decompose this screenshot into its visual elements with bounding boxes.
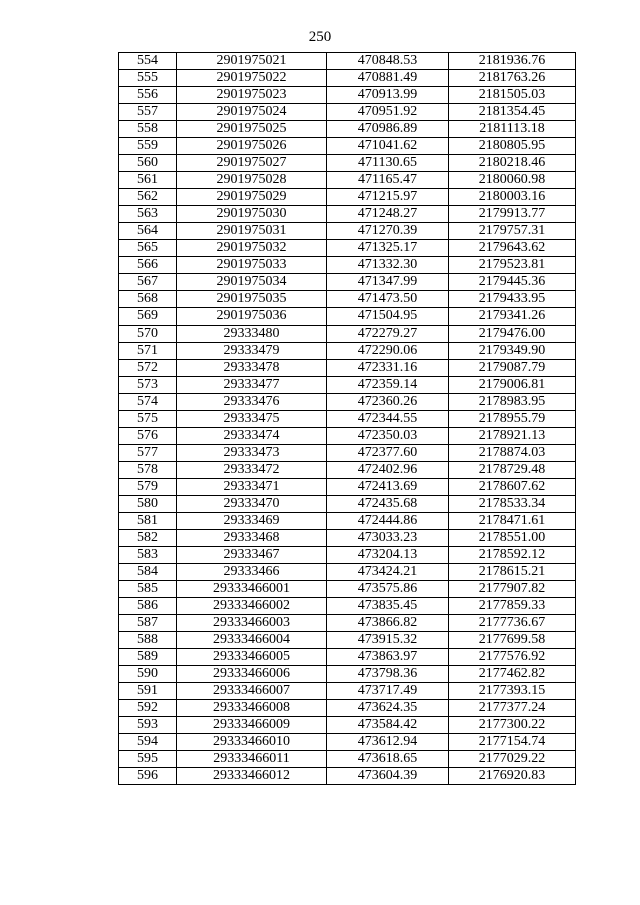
point-id-cell: 29333469 — [177, 512, 327, 529]
table-row — [119, 325, 576, 342]
point-number-cell: 586 — [119, 598, 177, 615]
point-id-cell: 29333477 — [177, 376, 327, 393]
point-id-cell: 29333466011 — [177, 751, 327, 768]
y-coordinate-cell: 2179087.79 — [449, 359, 576, 376]
x-coordinate-cell: 470913.99 — [327, 87, 449, 104]
y-coordinate-cell: 2177154.74 — [449, 734, 576, 751]
point-id-cell: 29333466004 — [177, 632, 327, 649]
point-number-cell: 566 — [119, 257, 177, 274]
y-coordinate-cell: 2178533.34 — [449, 495, 576, 512]
x-coordinate-cell: 473866.82 — [327, 615, 449, 632]
point-number-cell: 579 — [119, 478, 177, 495]
point-number-cell: 592 — [119, 700, 177, 717]
x-coordinate-cell: 473798.36 — [327, 666, 449, 683]
point-id-cell: 2901975030 — [177, 206, 327, 223]
y-coordinate-cell: 2177736.67 — [449, 615, 576, 632]
x-coordinate-cell: 472413.69 — [327, 478, 449, 495]
table-row — [119, 632, 576, 649]
point-number-cell: 580 — [119, 495, 177, 512]
x-coordinate-cell: 471041.62 — [327, 138, 449, 155]
point-number-cell: 557 — [119, 104, 177, 121]
y-coordinate-cell: 2178471.61 — [449, 512, 576, 529]
x-coordinate-cell: 472377.60 — [327, 444, 449, 461]
point-number-cell: 562 — [119, 189, 177, 206]
point-id-cell: 2901975023 — [177, 87, 327, 104]
y-coordinate-cell: 2177907.82 — [449, 580, 576, 597]
table-row — [119, 649, 576, 666]
point-number-cell: 563 — [119, 206, 177, 223]
y-coordinate-cell: 2177029.22 — [449, 751, 576, 768]
table-row — [119, 615, 576, 632]
point-number-cell: 564 — [119, 223, 177, 240]
point-id-cell: 2901975025 — [177, 121, 327, 138]
point-id-cell: 29333474 — [177, 427, 327, 444]
y-coordinate-cell: 2177462.82 — [449, 666, 576, 683]
y-coordinate-cell: 2181354.45 — [449, 104, 576, 121]
point-number-cell: 570 — [119, 325, 177, 342]
x-coordinate-cell: 473612.94 — [327, 734, 449, 751]
point-number-cell: 590 — [119, 666, 177, 683]
point-number-cell: 593 — [119, 717, 177, 734]
point-id-cell: 29333466012 — [177, 768, 327, 785]
point-number-cell: 556 — [119, 87, 177, 104]
y-coordinate-cell: 2179523.81 — [449, 257, 576, 274]
point-id-cell: 2901975021 — [177, 53, 327, 70]
point-number-cell: 594 — [119, 734, 177, 751]
point-number-cell: 560 — [119, 155, 177, 172]
table-row — [119, 87, 576, 104]
x-coordinate-cell: 470951.92 — [327, 104, 449, 121]
y-coordinate-cell: 2179476.00 — [449, 325, 576, 342]
point-number-cell: 591 — [119, 683, 177, 700]
table-row — [119, 172, 576, 189]
point-number-cell: 559 — [119, 138, 177, 155]
table-row — [119, 53, 576, 70]
point-number-cell: 575 — [119, 410, 177, 427]
x-coordinate-cell: 471130.65 — [327, 155, 449, 172]
y-coordinate-cell: 2181113.18 — [449, 121, 576, 138]
table-row — [119, 580, 576, 597]
point-id-cell: 29333475 — [177, 410, 327, 427]
x-coordinate-cell: 473915.32 — [327, 632, 449, 649]
point-id-cell: 29333466003 — [177, 615, 327, 632]
y-coordinate-cell: 2177393.15 — [449, 683, 576, 700]
table-row — [119, 478, 576, 495]
point-id-cell: 29333466001 — [177, 580, 327, 597]
x-coordinate-cell: 471248.27 — [327, 206, 449, 223]
table-row — [119, 376, 576, 393]
table-row — [119, 444, 576, 461]
x-coordinate-cell: 472331.16 — [327, 359, 449, 376]
point-id-cell: 2901975022 — [177, 70, 327, 87]
point-id-cell: 2901975032 — [177, 240, 327, 257]
point-number-cell: 578 — [119, 461, 177, 478]
y-coordinate-cell: 2180218.46 — [449, 155, 576, 172]
point-number-cell: 587 — [119, 615, 177, 632]
table-row — [119, 274, 576, 291]
table-row — [119, 393, 576, 410]
point-id-cell: 29333466006 — [177, 666, 327, 683]
table-row — [119, 751, 576, 768]
point-id-cell: 29333466007 — [177, 683, 327, 700]
point-number-cell: 565 — [119, 240, 177, 257]
y-coordinate-cell: 2178921.13 — [449, 427, 576, 444]
y-coordinate-cell: 2181505.03 — [449, 87, 576, 104]
point-number-cell: 568 — [119, 291, 177, 308]
table-row — [119, 683, 576, 700]
x-coordinate-cell: 473618.65 — [327, 751, 449, 768]
y-coordinate-cell: 2179643.62 — [449, 240, 576, 257]
y-coordinate-cell: 2179433.95 — [449, 291, 576, 308]
point-number-cell: 584 — [119, 563, 177, 580]
x-coordinate-cell: 473424.21 — [327, 563, 449, 580]
y-coordinate-cell: 2178615.21 — [449, 563, 576, 580]
x-coordinate-cell: 473624.35 — [327, 700, 449, 717]
table-row — [119, 768, 576, 785]
table-row — [119, 189, 576, 206]
table-row — [119, 410, 576, 427]
table-row — [119, 104, 576, 121]
x-coordinate-cell: 472444.86 — [327, 512, 449, 529]
y-coordinate-cell: 2181936.76 — [449, 53, 576, 70]
point-number-cell: 576 — [119, 427, 177, 444]
x-coordinate-cell: 471215.97 — [327, 189, 449, 206]
table-row — [119, 598, 576, 615]
point-id-cell: 2901975028 — [177, 172, 327, 189]
table-row — [119, 121, 576, 138]
point-id-cell: 2901975035 — [177, 291, 327, 308]
x-coordinate-cell: 473584.42 — [327, 717, 449, 734]
point-number-cell: 567 — [119, 274, 177, 291]
y-coordinate-cell: 2180060.98 — [449, 172, 576, 189]
page-number: 250 — [308, 29, 332, 45]
point-id-cell: 29333466005 — [177, 649, 327, 666]
point-number-cell: 595 — [119, 751, 177, 768]
point-id-cell: 2901975026 — [177, 138, 327, 155]
table-row — [119, 291, 576, 308]
coordinates-table-body — [119, 53, 576, 785]
table-row — [119, 138, 576, 155]
y-coordinate-cell: 2179757.31 — [449, 223, 576, 240]
x-coordinate-cell: 471332.30 — [327, 257, 449, 274]
point-id-cell: 2901975029 — [177, 189, 327, 206]
point-id-cell: 2901975024 — [177, 104, 327, 121]
point-id-cell: 2901975033 — [177, 257, 327, 274]
y-coordinate-cell: 2180805.95 — [449, 138, 576, 155]
y-coordinate-cell: 2178551.00 — [449, 529, 576, 546]
y-coordinate-cell: 2177377.24 — [449, 700, 576, 717]
table-row — [119, 240, 576, 257]
y-coordinate-cell: 2180003.16 — [449, 189, 576, 206]
point-id-cell: 2901975031 — [177, 223, 327, 240]
point-number-cell: 596 — [119, 768, 177, 785]
point-number-cell: 558 — [119, 121, 177, 138]
point-id-cell: 2901975027 — [177, 155, 327, 172]
x-coordinate-cell: 471504.95 — [327, 308, 449, 325]
y-coordinate-cell: 2177699.58 — [449, 632, 576, 649]
y-coordinate-cell: 2177576.92 — [449, 649, 576, 666]
x-coordinate-cell: 472360.26 — [327, 393, 449, 410]
point-id-cell: 29333473 — [177, 444, 327, 461]
y-coordinate-cell: 2179341.26 — [449, 308, 576, 325]
point-number-cell: 569 — [119, 308, 177, 325]
table-row — [119, 717, 576, 734]
point-number-cell: 554 — [119, 53, 177, 70]
y-coordinate-cell: 2179006.81 — [449, 376, 576, 393]
point-number-cell: 585 — [119, 580, 177, 597]
point-number-cell: 573 — [119, 376, 177, 393]
point-id-cell: 29333466 — [177, 563, 327, 580]
x-coordinate-cell: 472350.03 — [327, 427, 449, 444]
point-id-cell: 29333472 — [177, 461, 327, 478]
x-coordinate-cell: 470881.49 — [327, 70, 449, 87]
y-coordinate-cell: 2178983.95 — [449, 393, 576, 410]
x-coordinate-cell: 471270.39 — [327, 223, 449, 240]
point-id-cell: 29333470 — [177, 495, 327, 512]
table-row — [119, 308, 576, 325]
table-row — [119, 734, 576, 751]
y-coordinate-cell: 2178955.79 — [449, 410, 576, 427]
table-row — [119, 206, 576, 223]
x-coordinate-cell: 473604.39 — [327, 768, 449, 785]
y-coordinate-cell: 2181763.26 — [449, 70, 576, 87]
table-row — [119, 70, 576, 87]
point-id-cell: 29333480 — [177, 325, 327, 342]
table-row — [119, 461, 576, 478]
x-coordinate-cell: 473204.13 — [327, 546, 449, 563]
y-coordinate-cell: 2176920.83 — [449, 768, 576, 785]
point-id-cell: 29333466009 — [177, 717, 327, 734]
point-id-cell: 2901975036 — [177, 308, 327, 325]
point-id-cell: 29333466002 — [177, 598, 327, 615]
point-id-cell: 29333468 — [177, 529, 327, 546]
y-coordinate-cell: 2179445.36 — [449, 274, 576, 291]
point-id-cell: 2901975034 — [177, 274, 327, 291]
x-coordinate-cell: 470986.89 — [327, 121, 449, 138]
y-coordinate-cell: 2179349.90 — [449, 342, 576, 359]
x-coordinate-cell: 473835.45 — [327, 598, 449, 615]
point-number-cell: 589 — [119, 649, 177, 666]
table-row — [119, 512, 576, 529]
y-coordinate-cell: 2178607.62 — [449, 478, 576, 495]
x-coordinate-cell: 472435.68 — [327, 495, 449, 512]
y-coordinate-cell: 2178874.03 — [449, 444, 576, 461]
point-number-cell: 577 — [119, 444, 177, 461]
x-coordinate-cell: 473575.86 — [327, 580, 449, 597]
point-id-cell: 29333471 — [177, 478, 327, 495]
x-coordinate-cell: 473717.49 — [327, 683, 449, 700]
coordinates-table — [118, 52, 576, 785]
point-id-cell: 29333479 — [177, 342, 327, 359]
x-coordinate-cell: 472344.55 — [327, 410, 449, 427]
point-id-cell: 29333478 — [177, 359, 327, 376]
point-number-cell: 571 — [119, 342, 177, 359]
table-row — [119, 155, 576, 172]
point-number-cell: 555 — [119, 70, 177, 87]
table-row — [119, 342, 576, 359]
x-coordinate-cell: 472279.27 — [327, 325, 449, 342]
table-row — [119, 546, 576, 563]
point-number-cell: 582 — [119, 529, 177, 546]
table-row — [119, 359, 576, 376]
y-coordinate-cell: 2178592.12 — [449, 546, 576, 563]
y-coordinate-cell: 2179913.77 — [449, 206, 576, 223]
y-coordinate-cell: 2177300.22 — [449, 717, 576, 734]
point-number-cell: 561 — [119, 172, 177, 189]
x-coordinate-cell: 471347.99 — [327, 274, 449, 291]
x-coordinate-cell: 471325.17 — [327, 240, 449, 257]
x-coordinate-cell: 472402.96 — [327, 461, 449, 478]
table-row — [119, 563, 576, 580]
point-id-cell: 29333466010 — [177, 734, 327, 751]
x-coordinate-cell: 472359.14 — [327, 376, 449, 393]
table-row — [119, 700, 576, 717]
x-coordinate-cell: 471473.50 — [327, 291, 449, 308]
y-coordinate-cell: 2177859.33 — [449, 598, 576, 615]
y-coordinate-cell: 2178729.48 — [449, 461, 576, 478]
table-row — [119, 529, 576, 546]
table-row — [119, 223, 576, 240]
point-number-cell: 588 — [119, 632, 177, 649]
point-number-cell: 572 — [119, 359, 177, 376]
point-number-cell: 581 — [119, 512, 177, 529]
x-coordinate-cell: 473033.23 — [327, 529, 449, 546]
table-row — [119, 427, 576, 444]
point-id-cell: 29333466008 — [177, 700, 327, 717]
point-number-cell: 583 — [119, 546, 177, 563]
table-row — [119, 257, 576, 274]
point-id-cell: 29333476 — [177, 393, 327, 410]
table-row — [119, 495, 576, 512]
x-coordinate-cell: 473863.97 — [327, 649, 449, 666]
x-coordinate-cell: 471165.47 — [327, 172, 449, 189]
table-row — [119, 666, 576, 683]
x-coordinate-cell: 470848.53 — [327, 53, 449, 70]
point-number-cell: 574 — [119, 393, 177, 410]
point-id-cell: 29333467 — [177, 546, 327, 563]
x-coordinate-cell: 472290.06 — [327, 342, 449, 359]
